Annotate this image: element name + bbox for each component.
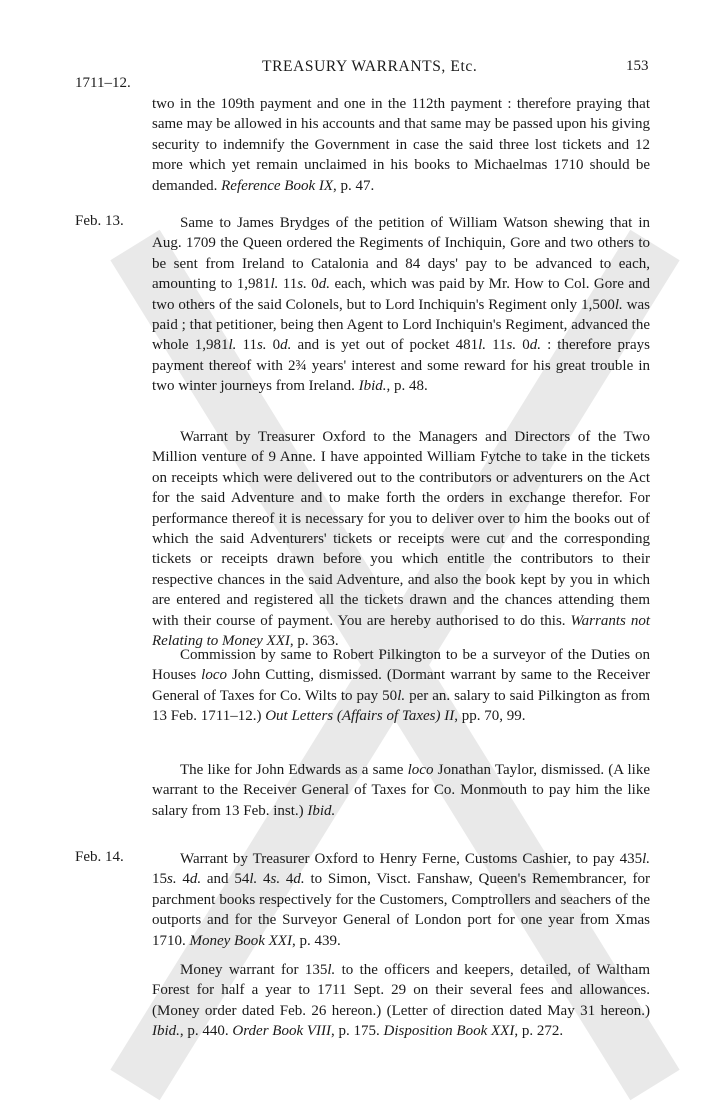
running-title: TREASURY WARRANTS, Etc.	[262, 58, 478, 75]
text-run: The like for John Edwards as a same	[180, 762, 408, 778]
text-run: and 54	[201, 871, 250, 888]
text-run: Warrant by Treasurer Oxford to Henry Ferne, Customs Cashier, to pay 435	[180, 851, 643, 867]
text-run: 4	[257, 871, 271, 888]
text-run: was paid ; that petitioner, being then Agent to Lord Inchiquin's Regiment, advanced the whole 1,981	[152, 296, 650, 354]
italic-run: Disposition Book XXI	[383, 1023, 515, 1040]
entry-paragraph	[152, 94, 650, 196]
text-run: 11	[278, 276, 298, 293]
italic-run: d.	[189, 871, 202, 888]
text-run: 0	[516, 337, 530, 354]
italic-run: d.	[529, 337, 541, 354]
entry-paragraph	[152, 849, 650, 951]
italic-run: d.	[318, 276, 331, 293]
text-run: 11	[486, 337, 507, 354]
italic-run: s.	[506, 337, 517, 354]
text-run: John Cutting, dismissed. (Dormant warrant by same to the Receiver General of Taxes for Co. Wilts to pay 50	[152, 667, 651, 704]
italic-run: l.	[249, 871, 258, 888]
italic-run: l.	[270, 276, 279, 293]
text-run: and is yet out of pocket 481	[291, 337, 479, 354]
text-run: , p. 440.	[179, 1023, 233, 1040]
italic-run: Ibid.	[152, 1023, 180, 1040]
text-run: , p. 363.	[289, 633, 339, 650]
entry-paragraph	[152, 213, 650, 397]
italic-run: Warrants not Relating to Money XXI	[152, 612, 651, 650]
italic-run: l.	[478, 337, 487, 354]
text-run: Same to James Brydges of the petition of William Watson shewing that in Aug. 1709 the Queen ordered the Regiments of Inchiquin, Gore and two others to be sent from Ireland to Catalonia and 84 days' pay to be advanced to each, amounting to 1,981	[152, 215, 650, 293]
italic-run: l.	[642, 851, 650, 867]
italic-run: s.	[256, 337, 267, 354]
text-run: 0	[266, 337, 281, 354]
entry-date: Feb. 14.	[75, 849, 124, 865]
italic-run: Ibid.	[307, 802, 336, 819]
text-run: 0	[306, 276, 319, 293]
text-run: Commission by same to Robert Pilkington to be a surveyor of the Duties on Houses	[152, 647, 650, 684]
entry-paragraph	[152, 645, 650, 727]
text-run: , p. 439.	[291, 932, 341, 949]
italic-run: l.	[397, 687, 406, 704]
page-number: 153	[626, 58, 649, 74]
text-run: , p. 272.	[514, 1023, 564, 1040]
italic-run: Money Book XXI	[189, 932, 292, 949]
italic-run: l.	[327, 962, 336, 978]
italic-run: l.	[614, 296, 623, 313]
text-run: each, which was paid by Mr. How to Col. Gore and two others of the said Colonels, but to Lord Inchiquin's Regiment only 1,500	[152, 276, 651, 313]
text-run: to the officers and keepers, detailed, of Waltham Forest for half a year to 1711 Sept. 29 on their several fees and allowances. (Money order dated Feb. 26 hereon.) (Letter of direction dated May 31 hereon.)	[152, 962, 651, 1019]
italic-run: Reference Book IX	[221, 177, 334, 194]
text-run: 15	[152, 871, 167, 888]
italic-run: d.	[280, 337, 292, 354]
entry-date: Feb. 13.	[75, 213, 124, 229]
italic-run: loco	[201, 667, 227, 684]
text-run: Warrant by Treasurer Oxford to the Managers and Directors of the Two Million venture of 9 Anne. I have appointed William Fytche to take in the tickets on receipts which were delivered out to the contributors or adventurers on the Act for the said Adventure and to make forth the orders in exchange therefor. For performance thereof it is necessary for you to deliver over to him the books out of which the said Adventurers' tickets or receipts were cut and the corresponding tickets or receipts drawn before you which entitle the contributors to their respective chances in the said Adventure, and also the book kept by you in which are entered and registered all the tickets drawn and the chances attending them with their course of payment. You are hereby authorised to do this.	[152, 429, 650, 629]
text-run: 4	[176, 871, 190, 888]
text-run: two in the 109th payment and one in the 112th payment : therefore praying that same may be allowed in his accounts and that same may be passed upon his giving security to indemnify the Government in case the said three lost tickets and 12 more which yet remain unclaimed in his books to Michaelmas 1710 should be demanded.	[152, 96, 650, 194]
text-run: per an. salary to said Pilkington as from 13 Feb. 1711–12.)	[152, 687, 650, 725]
text-run: 4	[280, 871, 294, 888]
italic-run: Out Letters (Affairs of Taxes) II	[265, 708, 455, 725]
italic-run: s.	[167, 871, 177, 888]
header-year: 1711–12.	[75, 75, 131, 91]
entry-paragraph	[152, 760, 650, 821]
italic-run: loco	[407, 762, 434, 778]
italic-run: d.	[293, 871, 305, 888]
text-run: 11	[236, 337, 257, 354]
text-run: , p. 48.	[386, 378, 428, 395]
italic-run: Ibid.	[358, 378, 387, 395]
entry-paragraph	[152, 960, 650, 1042]
text-run: Money warrant for 135	[180, 962, 328, 978]
italic-run: l.	[228, 337, 237, 354]
text-run: , pp. 70, 99.	[454, 708, 526, 725]
text-run: , p. 47.	[333, 177, 375, 194]
text-run: to Simon, Visct. Fanshaw, Queen's Remembrancer, for parchment books respectively for the Customers, Comptrollers and seachers of the outports and for the Surveyor General of London port for one year from Xmas 1710.	[152, 871, 650, 949]
text-run: , p. 175.	[331, 1023, 384, 1040]
entry-paragraph	[152, 427, 650, 651]
italic-run: s.	[297, 276, 307, 293]
text-run: : therefore prays payment thereof with 2¾ years' interest and some reward for his great trouble in two winter journeys from Ireland.	[152, 337, 651, 395]
italic-run: s.	[270, 871, 281, 888]
italic-run: Order Book VIII	[232, 1023, 331, 1040]
text-run: Jonathan Taylor, dismissed. (A like warrant to the Receiver General of Taxes for Co. Monmouth to pay him the like salary from 13 Feb. inst.)	[152, 762, 650, 819]
